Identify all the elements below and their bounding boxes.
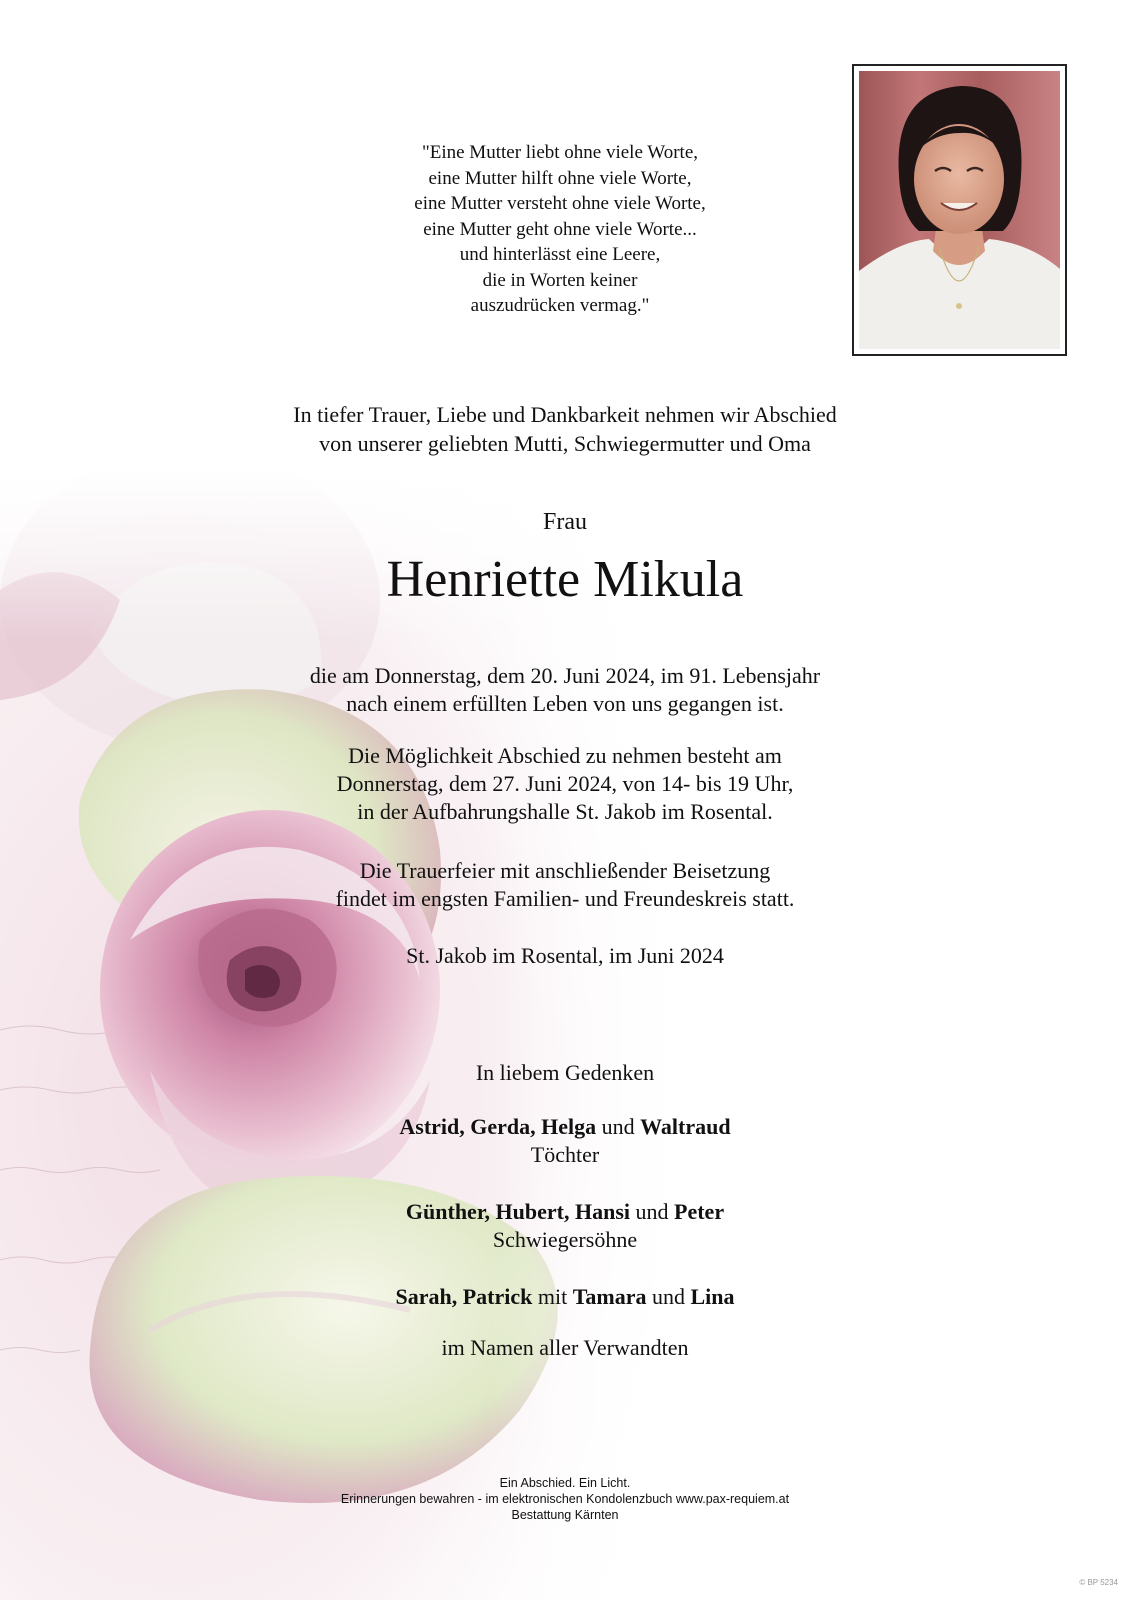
intro-line: In tiefer Trauer, Liebe und Dankbarkeit nehmen wir Abschied xyxy=(293,402,837,427)
ceremony-line: findet im engsten Familien- und Freundeskreis statt. xyxy=(335,886,795,911)
daughters-names-2: Waltraud xyxy=(640,1114,731,1139)
grandchildren-names xyxy=(250,1283,880,1311)
family-daughters xyxy=(250,1113,880,1169)
conjunction: mit xyxy=(532,1284,573,1309)
place-date-text: St. Jakob im Rosental, im Juni 2024 xyxy=(406,943,724,968)
farewell-line: Donnerstag, dem 27. Juni 2024, von 14- bis 19 Uhr, xyxy=(336,771,794,796)
sons-in-law-names-2: Peter xyxy=(674,1199,725,1224)
farewell-line: in der Aufbahrungshalle St. Jakob im Rosental. xyxy=(357,799,773,824)
sons-in-law-role: Schwiegersöhne xyxy=(492,1227,638,1252)
quote-poem xyxy=(330,140,790,319)
salutation: Frau xyxy=(543,509,587,535)
quote-line: und hinterlässt eine Leere, xyxy=(459,244,661,265)
daughters-role: Töchter xyxy=(530,1142,600,1167)
grandchildren-names-1: Sarah, Patrick xyxy=(395,1284,533,1309)
conjunction: und xyxy=(630,1199,675,1224)
portrait-frame xyxy=(852,64,1067,356)
footer-line-condolence: Erinnerungen bewahren - im elektronischen Kondolenzbuch www.pax-requiem.at xyxy=(340,1492,790,1506)
family-sons-in-law xyxy=(250,1198,880,1254)
print-code: © BP 5234 xyxy=(1079,1578,1118,1587)
conjunction: und xyxy=(596,1114,641,1139)
quote-line: eine Mutter versteht ohne viele Worte, xyxy=(414,193,706,214)
conjunction: und xyxy=(646,1284,691,1309)
place-date xyxy=(200,942,930,970)
footer xyxy=(300,1475,830,1523)
ceremony-info xyxy=(200,857,930,913)
rose-background-image xyxy=(0,470,700,1600)
daughters-names xyxy=(250,1113,880,1141)
quote-line: die in Worten keiner xyxy=(482,269,638,291)
quote-line: "Eine Mutter liebt ohne viele Worte, xyxy=(421,142,699,163)
portrait-photo xyxy=(859,71,1060,349)
intro-text xyxy=(200,400,930,458)
footer-line-company: Bestattung Kärnten xyxy=(511,1508,619,1522)
farewell-line: Die Möglichkeit Abschied zu nehmen besteht am xyxy=(348,743,782,768)
portrait-illustration xyxy=(859,71,1060,349)
footer-line: Ein Abschied. Ein Licht. xyxy=(499,1476,631,1490)
ceremony-line: Die Trauerfeier mit anschließender Beisetzung xyxy=(359,858,771,883)
deceased-name: Henriette Mikula xyxy=(386,551,744,608)
death-notice xyxy=(200,662,930,718)
grandchildren-names-2: Tamara xyxy=(572,1284,647,1309)
daughters-names-1: Astrid, Gerda, Helga xyxy=(399,1114,597,1139)
quote-line: eine Mutter hilft ohne viele Worte, xyxy=(428,167,692,189)
sons-in-law-names-1: Günther, Hubert, Hansi xyxy=(405,1199,631,1224)
quote-line: auszudrücken vermag." xyxy=(470,295,650,316)
death-notice-line: nach einem erfüllten Leben von uns gegangen ist. xyxy=(346,691,784,716)
family-grandchildren xyxy=(250,1283,880,1311)
death-notice-line: die am Donnerstag, dem 20. Juni 2024, im 91. Lebensjahr xyxy=(309,663,821,688)
farewell-info xyxy=(200,742,930,826)
quote-line: eine Mutter geht ohne viele Worte... xyxy=(423,218,697,240)
grandchildren-names-3: Lina xyxy=(690,1284,735,1309)
relatives-line: im Namen aller Verwandten xyxy=(441,1335,689,1360)
sons-in-law-names xyxy=(250,1198,880,1226)
intro-line: von unserer geliebten Mutti, Schwiegermutter und Oma xyxy=(319,431,811,456)
memory-heading: In liebem Gedenken xyxy=(475,1060,655,1085)
